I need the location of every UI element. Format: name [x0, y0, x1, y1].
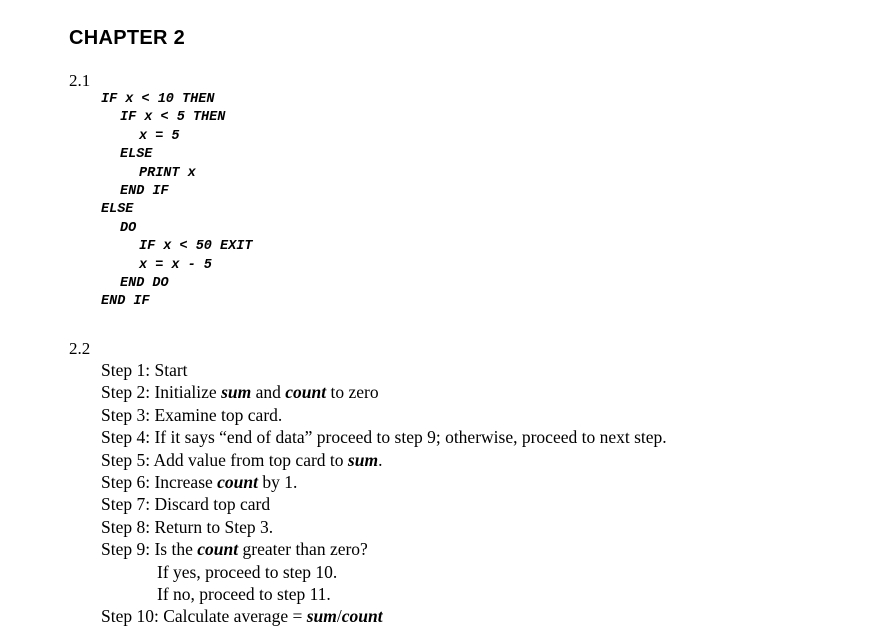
step-label: Step 3: — [101, 404, 155, 425]
pseudocode-block — [101, 91, 252, 312]
step-substep — [101, 561, 667, 583]
code-line: IF x < 50 EXIT — [139, 239, 253, 255]
step-text: / — [336, 606, 342, 627]
chapter-title: CHAPTER 2 — [69, 27, 186, 49]
step-text: If yes, proceed to step 10. — [157, 561, 338, 582]
step-variable: count — [217, 471, 259, 492]
step-text: greater than zero? — [238, 539, 368, 560]
step-variable: sum — [221, 382, 252, 403]
step-text: Calculate average = — [163, 606, 307, 627]
step-label: Step 4: — [101, 427, 155, 448]
section-number-2-2: 2.2 — [69, 339, 91, 358]
step-text: If it says “end of data” proceed to step 9; otherwise, proceed to next step. — [154, 427, 667, 448]
step-item — [101, 471, 667, 493]
step-variable: count — [341, 606, 383, 627]
step-text: Discard top card — [154, 494, 271, 515]
code-line: x = 5 — [139, 128, 180, 144]
step-variable: count — [197, 539, 239, 560]
step-text: Increase — [154, 471, 218, 492]
code-line: DO — [120, 220, 137, 236]
step-item — [101, 538, 667, 560]
code-line: IF x < 10 THEN — [101, 92, 215, 107]
step-label: Step 8: — [101, 516, 155, 537]
step-variable: sum — [347, 449, 379, 470]
step-text: Initialize — [154, 382, 222, 403]
code-line: END IF — [101, 294, 150, 310]
section-number-2-1: 2.1 — [69, 71, 91, 90]
step-item — [101, 404, 667, 426]
step-item — [101, 449, 667, 471]
step-text: Return to Step 3. — [154, 516, 274, 537]
code-line: ELSE — [120, 147, 153, 163]
step-label: Step 5: — [101, 449, 154, 470]
code-line: x = x - 5 — [139, 257, 212, 273]
step-substep — [101, 583, 667, 605]
step-text: Examine top card. — [154, 404, 283, 425]
step-label: Step 2: — [101, 382, 155, 403]
step-text: If no, proceed to step 11. — [157, 583, 331, 604]
step-text: to zero — [326, 382, 379, 403]
step-label: Step 9: — [101, 539, 155, 560]
algorithm-steps — [101, 359, 667, 628]
step-item — [101, 381, 667, 403]
code-line: PRINT x — [139, 165, 196, 181]
step-label: Step 1: — [101, 360, 155, 380]
code-line: END DO — [120, 275, 169, 291]
step-text: . — [378, 449, 383, 470]
step-item — [101, 516, 667, 538]
step-text: Start — [154, 360, 188, 380]
step-item — [101, 359, 667, 381]
step-label: Step 6: — [101, 471, 155, 492]
code-line: IF x < 5 THEN — [120, 110, 226, 126]
step-variable: sum — [306, 606, 337, 627]
step-text: Is the — [154, 539, 198, 560]
step-text: and — [251, 382, 286, 403]
step-text: Add value from top card to — [153, 449, 348, 470]
code-line: ELSE — [101, 202, 134, 218]
step-item — [101, 493, 667, 515]
step-variable: count — [285, 382, 327, 403]
step-item — [101, 426, 667, 448]
step-item — [101, 605, 667, 627]
step-label: Step 10: — [101, 606, 164, 627]
step-text: by 1. — [258, 471, 298, 492]
step-label: Step 7: — [101, 494, 155, 515]
code-line: END IF — [120, 183, 169, 199]
